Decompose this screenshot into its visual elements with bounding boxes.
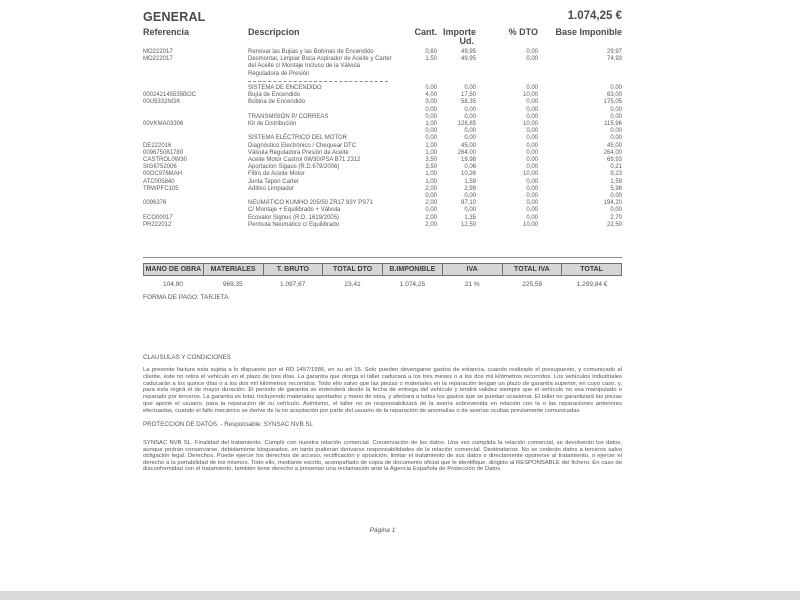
cell-descripcion: Diagnóstico Electrónico / Chequear DTC bbox=[248, 142, 357, 149]
cell-dto: 0,00 bbox=[526, 128, 538, 135]
cell-referencia: 00VKMA03306 bbox=[143, 121, 184, 128]
summary-col-label: MANO DE OBRA bbox=[143, 263, 204, 276]
cell-cantidad: 1,50 bbox=[425, 56, 437, 63]
table-row bbox=[143, 164, 622, 171]
cell-importe-ud: 2,99 bbox=[464, 185, 476, 192]
cell-descripcion: Aportación Sigaus (R.D.679/2006) bbox=[248, 164, 340, 171]
cell-dto: 0,00 bbox=[526, 164, 538, 171]
terms-title: CLAUSULAS Y CONDICIONES bbox=[143, 354, 231, 361]
cell-cantidad: 2,00 bbox=[425, 214, 437, 221]
cell-cantidad: 3,50 bbox=[425, 164, 437, 171]
summary-col-label: TOTAL bbox=[561, 263, 622, 276]
cell-base-imponible: 74,93 bbox=[606, 56, 622, 63]
cell-descripcion: C/ Montaje + Equilibrado + Válvula bbox=[248, 207, 341, 214]
cell-referencia: DE222016 bbox=[143, 142, 172, 149]
table-row bbox=[143, 157, 622, 164]
header-total-amount: 1.074,25 € bbox=[567, 10, 622, 22]
cell-base-imponible: 5,98 bbox=[610, 185, 622, 192]
cell-referencia: 00OC976MAH bbox=[143, 171, 183, 178]
table-row bbox=[143, 186, 622, 193]
cell-descripcion: Bobina de Encendido bbox=[248, 99, 306, 106]
cell-dto: 0,00 bbox=[526, 214, 538, 221]
summary-col-label: TOTAL DTO bbox=[322, 263, 383, 276]
cell-importe-ud: 1,35 bbox=[464, 214, 476, 221]
table-row bbox=[143, 143, 622, 150]
cell-cantidad: 3,50 bbox=[425, 157, 437, 164]
cell-cantidad: 3,00 bbox=[425, 99, 437, 106]
summary-col-value: 21 % bbox=[464, 281, 480, 288]
data-protection-heading: PROTECCION DE DATOS. - Responsable: SYNSAC NVB SL bbox=[143, 421, 313, 428]
cell-dto: 0,00 bbox=[526, 200, 538, 207]
section-title: GENERAL bbox=[143, 10, 206, 24]
summary-col-label: T. BRUTO bbox=[263, 263, 324, 276]
cell-cantidad: 0,00 bbox=[425, 193, 437, 200]
cell-dto: 0,00 bbox=[526, 99, 538, 106]
cell-importe-ud: 0,00 bbox=[464, 113, 476, 120]
cell-descripcion: Kit de Distribución bbox=[248, 121, 297, 128]
cell-referencia: SIG6752006 bbox=[143, 164, 177, 171]
cell-importe-ud: 0,00 bbox=[464, 85, 476, 91]
cell-dto: 10,00 bbox=[522, 92, 538, 99]
cell-referencia: PR222012 bbox=[143, 221, 172, 228]
cell-referencia: 000242145535BOC bbox=[143, 92, 197, 99]
cell-referencia: MO222017 bbox=[143, 49, 173, 55]
cell-dto: 0,00 bbox=[526, 85, 538, 91]
table-row bbox=[143, 99, 622, 106]
items-rows bbox=[143, 49, 622, 229]
table-row bbox=[143, 150, 622, 157]
cell-referencia: TRWPFC105 bbox=[143, 185, 179, 192]
cell-descripcion: Desmontar, Limpiar Boca Aspirador de Aceite y Carter del Aceite c/ Montaje Incluso de la Válvula Reguladora de Presión bbox=[248, 56, 392, 77]
table-row bbox=[143, 49, 622, 56]
summary-col-value: 1.299,84 € bbox=[576, 281, 608, 288]
page-number: Página 1 bbox=[369, 527, 396, 534]
payment-method: FORMA DE PAGO: TARJETA bbox=[143, 294, 229, 301]
column-header-descripcion: Descripcion bbox=[248, 27, 300, 37]
cell-descripcion: SISTEMA DE ENCENDIDO bbox=[248, 85, 322, 91]
summary-col-value: 23,41 bbox=[344, 281, 361, 288]
cell-cantidad: 0,00 bbox=[425, 106, 437, 113]
cell-base-imponible: 2,70 bbox=[610, 214, 622, 221]
summary-col-value: 104,90 bbox=[162, 281, 183, 288]
cell-dto: 0,00 bbox=[526, 193, 538, 200]
cell-base-imponible: 63,00 bbox=[606, 92, 622, 99]
cell-dto: 10,00 bbox=[522, 121, 538, 128]
cell-importe-ud: 58,35 bbox=[460, 99, 476, 106]
summary-table-header bbox=[143, 263, 622, 276]
table-row bbox=[143, 128, 622, 135]
cell-base-imponible: 0,00 bbox=[610, 193, 622, 200]
cell-referencia: ATC005840 bbox=[143, 178, 175, 185]
cell-importe-ud: 45,00 bbox=[460, 142, 476, 149]
cell-importe-ud: 10,26 bbox=[460, 171, 476, 178]
cell-referencia: ECO00017 bbox=[143, 214, 173, 221]
cell-dto: 0,00 bbox=[526, 142, 538, 149]
summary-separator-line bbox=[143, 257, 622, 258]
cell-descripcion: Ecovalor Signus (R.D. 1619/2005) bbox=[248, 214, 340, 221]
table-row bbox=[143, 85, 622, 92]
cell-base-imponible: 0,00 bbox=[610, 85, 622, 91]
cell-base-imponible: 175,05 bbox=[603, 99, 622, 106]
cell-cantidad: 0,00 bbox=[425, 128, 437, 135]
summary-col-value: 969,35 bbox=[222, 281, 243, 288]
cell-base-imponible: 0,00 bbox=[610, 113, 622, 120]
cell-dto: 0,00 bbox=[526, 149, 538, 156]
cell-cantidad: 2,00 bbox=[425, 221, 437, 228]
cell-cantidad: 0,00 bbox=[425, 85, 437, 91]
cell-dto: 0,00 bbox=[526, 207, 538, 214]
dashed-separator bbox=[248, 81, 388, 82]
cell-importe-ud: 264,00 bbox=[457, 149, 476, 156]
cell-cantidad: 2,00 bbox=[425, 185, 437, 192]
column-header-importe-line2: Ud. bbox=[459, 36, 474, 46]
cell-referencia: MO222017 bbox=[143, 56, 173, 63]
table-row bbox=[143, 207, 622, 214]
summary-col-label: IVA bbox=[442, 263, 503, 276]
cell-importe-ud: 49,95 bbox=[460, 56, 476, 63]
table-row bbox=[143, 107, 622, 114]
items-column-headers bbox=[143, 28, 622, 46]
cell-referencia: CASTROL0W30 bbox=[143, 157, 188, 164]
cell-descripcion: Renovar las Bujias y las Bobinas de Encendido bbox=[248, 49, 374, 55]
cell-dto: 0,00 bbox=[526, 178, 538, 185]
cell-base-imponible: 69,93 bbox=[606, 157, 622, 164]
cell-cantidad: 0,60 bbox=[425, 49, 437, 55]
summary-col-label: MATERIALES bbox=[203, 263, 264, 276]
table-row bbox=[143, 222, 622, 229]
column-header-importe bbox=[437, 28, 476, 46]
cell-descripcion: Permuta Neumático c/ Equilibrado bbox=[248, 221, 340, 228]
cell-descripcion: NEUMÁTICO KUMHO 205/50 ZR17 93Y PS71 bbox=[248, 200, 373, 207]
cell-descripcion: Aceite Motor Castrol 0W30/PSA B71 2312 bbox=[248, 157, 361, 164]
cell-descripcion: TRANSMISIÓN P/ CORREAS bbox=[248, 113, 329, 120]
table-row bbox=[143, 56, 622, 78]
column-header-base-imponible: Base Imponible bbox=[555, 27, 622, 37]
cell-base-imponible: 0,00 bbox=[610, 106, 622, 113]
cell-dto: 0,00 bbox=[526, 113, 538, 120]
cell-referencia: 009675081780 bbox=[143, 149, 184, 156]
table-row bbox=[143, 78, 622, 85]
summary-col-label: B.IMPONIBLE bbox=[382, 263, 443, 276]
cell-descripcion bbox=[248, 78, 398, 82]
cell-descripcion: Aditivo Limpiador bbox=[248, 185, 295, 192]
table-row bbox=[143, 193, 622, 200]
cell-importe-ud: 97,10 bbox=[460, 200, 476, 207]
cell-base-imponible: 115,96 bbox=[604, 121, 622, 128]
column-header-dto: % DTO bbox=[508, 27, 538, 37]
summary-table-values bbox=[143, 281, 622, 288]
cell-importe-ud: 17,50 bbox=[460, 92, 476, 99]
summary-col-value: 1.097,67 bbox=[280, 281, 306, 288]
cell-cantidad: 0,00 bbox=[425, 135, 437, 142]
cell-dto: 0,00 bbox=[526, 157, 538, 164]
cell-importe-ud: 0,00 bbox=[464, 106, 476, 113]
cell-dto: 0,00 bbox=[526, 56, 538, 63]
cell-importe-ud: 0,00 bbox=[464, 193, 476, 200]
cell-base-imponible: 0,00 bbox=[610, 135, 622, 142]
cell-dto: 0,00 bbox=[526, 49, 538, 55]
cell-base-imponible: 1,59 bbox=[610, 178, 622, 185]
table-row bbox=[143, 200, 622, 207]
cell-cantidad: 1,00 bbox=[425, 121, 437, 128]
column-header-referencia: Referencia bbox=[143, 27, 190, 37]
cell-descripcion: Válvula Reguladora Presión de Aceite bbox=[248, 149, 349, 156]
cell-cantidad: 2,00 bbox=[425, 200, 437, 207]
cell-importe-ud: 0,00 bbox=[464, 128, 476, 135]
cell-cantidad: 1,00 bbox=[425, 142, 437, 149]
column-header-importe-line1: Importe bbox=[442, 27, 476, 37]
cell-descripcion: SISTEMA ELÉCTRICO DEL MOTOR bbox=[248, 135, 348, 142]
cell-base-imponible: 22,50 bbox=[606, 221, 622, 228]
document-header bbox=[143, 10, 622, 24]
cell-referencia: 0096376 bbox=[143, 200, 167, 207]
cell-base-imponible: 264,00 bbox=[603, 149, 622, 156]
cell-base-imponible: 45,00 bbox=[606, 142, 622, 149]
table-row bbox=[143, 114, 622, 121]
summary-col-value: 225,59 bbox=[522, 281, 543, 288]
cell-referencia: 00U5332NGK bbox=[143, 99, 181, 106]
table-row bbox=[143, 215, 622, 222]
cell-importe-ud: 128,85 bbox=[457, 121, 476, 128]
data-protection-paragraph: SYNSAC NVB SL. Finalidad del tratamiento. Cumplir con nuestra relación comercial. Conservación de los datos. Una vez cumplida la relación comercial, se devolverán los datos, aunque podrán conservarse, debidamente bloqueados, en tanto pudieran derivarse responsabilidades de la relación comercial. Destinatarios. No se cederán datos a terceros salvo obligación legal. Derechos. Puede ejercer los derechos de acceso, rectificación y oposición, limitar el tratamiento de sus datos o directamente oponerse al tratamiento, o ejercer el derecho a la portabilidad de los mismos. Todo ello, mediante escrito, acompañado de copia de documento oficial que le identifique, dirigido al RESPONSABLE del fichero. En caso de disconformidad con el tratamiento, también tiene derecho a presentar una reclamación ante la Agencia Española de Protección de Datos. bbox=[143, 440, 622, 473]
table-row bbox=[143, 121, 622, 128]
cell-importe-ud: 19,98 bbox=[460, 157, 476, 164]
cell-importe-ud: 0,00 bbox=[464, 135, 476, 142]
cell-cantidad: 1,00 bbox=[425, 178, 437, 185]
bottom-window-edge bbox=[0, 591, 800, 600]
cell-cantidad: 0,00 bbox=[425, 207, 437, 214]
table-row bbox=[143, 179, 622, 186]
cell-base-imponible: 0,21 bbox=[610, 164, 622, 171]
column-header-cantidad: Cant. bbox=[414, 27, 437, 37]
cell-importe-ud: 49,95 bbox=[460, 49, 476, 55]
cell-base-imponible: 194,20 bbox=[603, 200, 622, 207]
cell-dto: 10,00 bbox=[522, 221, 538, 228]
cell-descripcion: Filtro de Aceite Motor bbox=[248, 171, 305, 178]
cell-base-imponible: 9,23 bbox=[610, 171, 622, 178]
cell-cantidad: 1,00 bbox=[425, 149, 437, 156]
cell-base-imponible: 0,00 bbox=[610, 207, 622, 214]
cell-cantidad: 4,00 bbox=[425, 92, 437, 99]
terms-paragraph: La presente factura esta sujeta a lo dispuesto por el RD 1457/1986, en su art 15. Solo pueden devengarse gastos de estancia, cuando realizado el presupuesto, y comunicado al cliente, este no retira el vehículo en el plazo de tres días. La garantía que otorga el taller caducará a los tres meses o a los dos mil kilómetros recorridos. Los vehículos industriales caducarán a los quince días o a los dos mil kilómetros recorridos. Todo ello salvo que las piezas o materiales en la reparación tengan un plazo de garantía superior, en cuyo caso, y, para esta regirá el de mayor duración. El periodo de garantía se entenderá desde la fecha de entrega del vehículo y tendrá validez siempre que el vehículo no sea manipulado o reparado por terceros. La garantía es total, incluyendo materiales aportados y mano de obra, y afectará a todos los gastos que se puedan ocasionar. El taller no garantizará las piezas que aporte el usuario, para la reparación de su vehículo. Asimismo, el taller no se responsabilizará de la avería sobrevenida en relación con la o las reparaciones anteriores efectuadas, cuando el fallo mecánico se derive de la no aceptación por parte del usuario de la reparación de anomalías o de averías ocultas previamente comunicadas bbox=[143, 367, 622, 414]
summary-col-value: 1.074,25 bbox=[399, 281, 426, 288]
cell-dto: 10,00 bbox=[522, 171, 538, 178]
cell-dto: 0,00 bbox=[526, 106, 538, 113]
cell-cantidad: 1,00 bbox=[425, 171, 437, 178]
cell-importe-ud: 1,59 bbox=[464, 178, 476, 185]
cell-cantidad: 0,00 bbox=[425, 113, 437, 120]
summary-col-label: TOTAL IVA bbox=[502, 263, 563, 276]
cell-descripcion: Bujía de Encendido bbox=[248, 92, 301, 99]
cell-importe-ud: 0,00 bbox=[464, 207, 476, 214]
cell-importe-ud: 12,50 bbox=[460, 221, 476, 228]
cell-base-imponible: 0,00 bbox=[610, 128, 622, 135]
table-row bbox=[143, 92, 622, 99]
cell-base-imponible: 29,97 bbox=[606, 49, 622, 55]
table-row bbox=[143, 135, 622, 142]
cell-importe-ud: 0,06 bbox=[464, 164, 476, 171]
cell-dto: 0,00 bbox=[526, 185, 538, 192]
table-row bbox=[143, 171, 622, 178]
cell-descripcion: Junta Tapon Carter bbox=[248, 178, 299, 185]
cell-dto: 0,00 bbox=[526, 135, 538, 142]
